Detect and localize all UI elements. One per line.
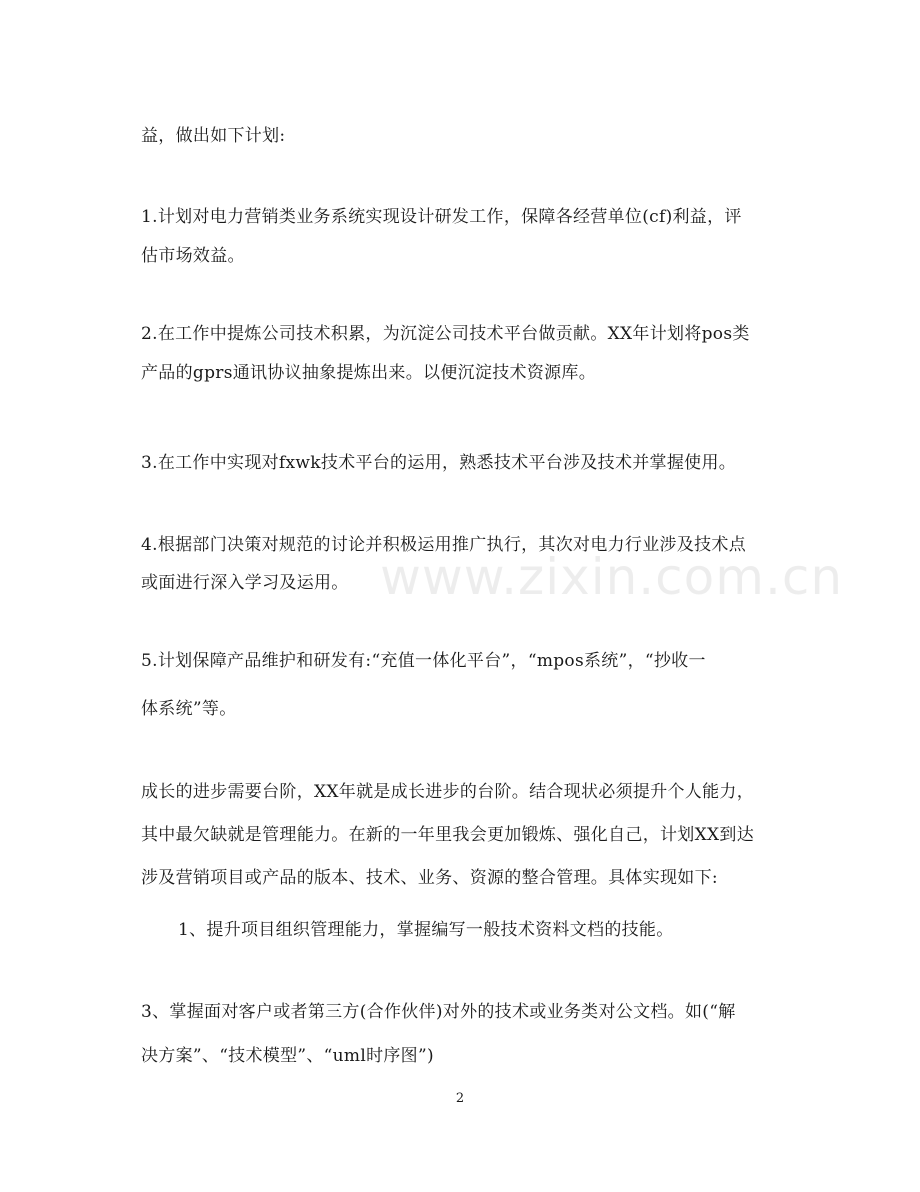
paragraph-line: 3、掌握面对客户或者第三方(合作伙伴)对外的技术或业务类对公文档。如(“解 (141, 1002, 736, 1022)
paragraph-line: 产品的gprs通讯协议抽象提炼出来。以便沉淀技术资源库。 (141, 363, 597, 383)
paragraph-line: 其中最欠缺就是管理能力。在新的一年里我会更加锻炼、强化自己，计划XX到达 (141, 825, 755, 845)
paragraph-line: 估市场效益。 (141, 246, 245, 266)
paragraph-line: 涉及营销项目或产品的版本、技术、业务、资源的整合管理。具体实现如下: (141, 868, 718, 888)
paragraph-line: 成长的进步需要台阶，XX年就是成长进步的台阶。结合现状必须提升个人能力， (141, 782, 755, 802)
paragraph-line: 或面进行深入学习及运用。 (141, 573, 349, 593)
paragraph-line: 4.根据部门决策对规范的讨论并积极运用推广执行，其次对电力行业涉及技术点 (141, 535, 747, 555)
paragraph-line: 体系统”等。 (141, 699, 237, 719)
paragraph-line: 1.计划对电力营销类业务系统实现设计研发工作，保障各经营单位(cf)利益，评 (141, 207, 742, 227)
paragraph-line: 1、提升项目组织管理能力，掌握编写一般技术资料文档的技能。 (178, 920, 674, 940)
page-number: 2 (455, 1091, 465, 1106)
paragraph-line: 决方案”、“技术模型”、“uml时序图”) (141, 1046, 434, 1066)
paragraph-line: 益，做出如下计划: (141, 126, 286, 146)
paragraph-line: 2.在工作中提炼公司技术积累，为沉淀公司技术平台做贡献。XX年计划将pos类 (141, 324, 750, 344)
watermark: www.zixin.com.cn (380, 548, 844, 606)
paragraph-line: 5.计划保障产品维护和研发有:“充值一体化平台”，“mpos系统”，“抄收一 (141, 651, 706, 671)
paragraph-line: 3.在工作中实现对fxwk技术平台的运用，熟悉技术平台涉及技术并掌握使用。 (141, 453, 737, 473)
